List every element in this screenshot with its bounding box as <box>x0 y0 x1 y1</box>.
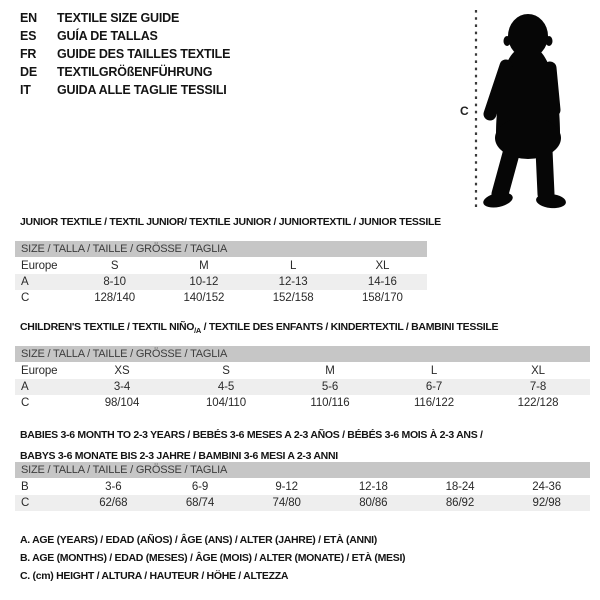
size-header-bar: SIZE / TALLA / TAILLE / GRÖSSE / TAGLIA <box>15 346 590 362</box>
height-cell: 86/92 <box>445 497 475 509</box>
row-label: C <box>21 397 30 409</box>
height-cell: 74/80 <box>272 497 301 509</box>
size-cell: M <box>199 260 209 272</box>
baby-silhouette-graphic <box>450 2 600 214</box>
children-title-text: CHILDREN'S TEXTILE / TEXTIL NIÑO <box>20 321 195 333</box>
size-cell: XL <box>375 260 390 272</box>
table-row-age <box>15 274 427 290</box>
language-title: GUÍA DE TALLAS <box>57 29 158 43</box>
language-code: IT <box>20 83 31 97</box>
baby-silhouette <box>482 14 567 210</box>
junior-size-table <box>15 241 427 306</box>
size-cell: XS <box>114 365 130 377</box>
size-cell: S <box>222 365 230 377</box>
table-row-height <box>15 290 427 306</box>
language-title: TEXTILGRÖßENFÜHRUNG <box>57 65 213 79</box>
table-row-height <box>15 495 590 511</box>
babies-title-line2: BABYS 3-6 MONATE BIS 2-3 JAHRE / BAMBINI 3-6 MESI A 2-3 ANNI <box>20 450 338 462</box>
age-cell: 8-10 <box>103 276 126 288</box>
table-row-europe <box>15 363 590 379</box>
legend-line-c: C. (cm) HEIGHT / ALTURA / HAUTEUR / HÖHE / ALTEZZA <box>20 570 289 582</box>
language-row-fr <box>20 45 230 63</box>
size-header-bar: SIZE / TALLA / TAILLE / GRÖSSE / TAGLIA <box>15 241 427 257</box>
language-code: FR <box>20 47 37 61</box>
language-title: GUIDA ALLE TAGLIE TESSILI <box>57 83 227 97</box>
months-cell: 6-9 <box>191 481 209 493</box>
language-row-en <box>20 9 230 27</box>
babies-section-title <box>20 425 483 467</box>
babies-size-table <box>15 462 590 511</box>
table-row-age <box>15 379 590 395</box>
language-title: TEXTILE SIZE GUIDE <box>57 11 180 25</box>
age-cell: 6-7 <box>425 381 443 393</box>
height-cell: 128/140 <box>94 292 136 304</box>
height-cell: 68/74 <box>185 497 215 509</box>
table-row-europe <box>15 258 427 274</box>
height-cell: 110/116 <box>310 397 350 409</box>
months-cell: 3-6 <box>105 481 122 493</box>
size-header-bar: SIZE / TALLA / TAILLE / GRÖSSE / TAGLIA <box>15 462 590 478</box>
baby-height-figure <box>450 2 600 214</box>
age-cell: 5-6 <box>321 381 339 393</box>
age-cell: 4-5 <box>217 381 235 393</box>
junior-section-title: JUNIOR TEXTILE / TEXTIL JUNIOR/ TEXTILE JUNIOR / JUNIORTEXTIL / JUNIOR TESSILE <box>20 216 441 228</box>
size-cell: S <box>110 260 119 272</box>
language-code: DE <box>20 65 37 79</box>
months-cell: 12-18 <box>358 481 388 493</box>
age-cell: 14-16 <box>367 276 397 288</box>
height-cell: 62/68 <box>99 497 128 509</box>
height-cell: 122/128 <box>517 397 559 409</box>
language-row-it <box>20 81 230 99</box>
row-label: C <box>21 292 30 304</box>
language-list <box>20 9 230 99</box>
language-code: ES <box>20 29 37 43</box>
row-label: A <box>21 381 29 393</box>
row-label: C <box>21 497 30 509</box>
age-cell: 3-4 <box>113 381 131 393</box>
height-cell: 104/110 <box>205 397 247 409</box>
height-cell: 92/98 <box>532 497 561 509</box>
height-marker-label: C <box>460 104 469 118</box>
language-row-es <box>20 27 230 45</box>
legend-line-b: B. AGE (MONTHS) / EDAD (MESES) / ÂGE (MOIS) / ALTER (MONATE) / ETÀ (MESI) <box>20 552 406 564</box>
row-label: B <box>21 481 29 493</box>
table-row-months <box>15 479 590 495</box>
height-cell: 116/122 <box>413 397 455 409</box>
children-size-table <box>15 346 590 411</box>
children-section-title <box>20 321 498 337</box>
language-row-de <box>20 63 230 81</box>
table-row-height <box>15 395 590 411</box>
age-cell: 12-13 <box>278 276 308 288</box>
row-label: Europe <box>21 260 58 272</box>
height-cell: 80/86 <box>359 497 388 509</box>
language-title: GUIDE DES TAILLES TEXTILE <box>57 47 231 61</box>
size-cell: XL <box>531 365 545 377</box>
row-label: A <box>21 276 29 288</box>
row-label: Europe <box>21 365 58 377</box>
height-cell: 140/152 <box>183 292 225 304</box>
height-cell: 152/158 <box>272 292 314 304</box>
height-cell: 158/170 <box>361 292 403 304</box>
age-cell: 7-8 <box>529 381 547 393</box>
age-cell: 10-12 <box>189 276 219 288</box>
language-code: EN <box>20 11 37 25</box>
size-cell: M <box>325 365 335 377</box>
size-cell: L <box>289 260 297 272</box>
legend-line-a: A. AGE (YEARS) / EDAD (AÑOS) / ÂGE (ANS) / ALTER (JAHRE) / ETÀ (ANNI) <box>20 534 377 546</box>
children-title-sub: /A <box>194 326 202 336</box>
size-cell: L <box>430 365 438 377</box>
months-cell: 9-12 <box>275 481 298 493</box>
children-title-text: / TEXTILE DES ENFANTS / KINDERTEXTIL / BAMBINI TESSILE <box>201 321 499 333</box>
legend-block <box>20 531 405 585</box>
height-cell: 98/104 <box>104 397 140 409</box>
months-cell: 24-36 <box>532 481 562 493</box>
months-cell: 18-24 <box>445 481 475 493</box>
babies-title-line1: BABIES 3-6 MONTH TO 2-3 YEARS / BEBÉS 3-6 MESES A 2-3 AÑOS / BÉBÉS 3-6 MOIS À 2-3 ANS / <box>20 429 483 441</box>
